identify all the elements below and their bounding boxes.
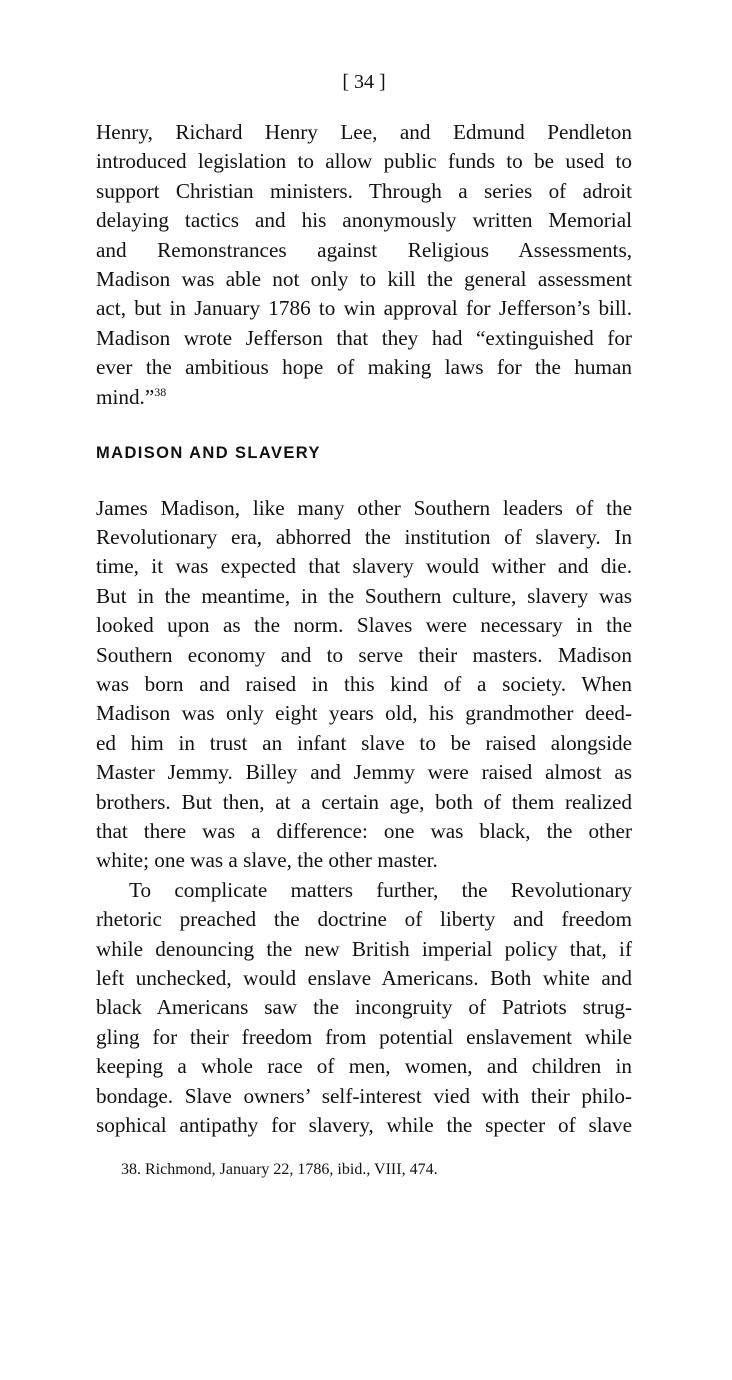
text-line-with-note (96, 383, 632, 412)
paragraph-slavery-intro (96, 494, 632, 876)
text-line: Master Jemmy. Billey and Jemmy were raised almost as (96, 760, 632, 785)
text-line: time, it was expected that slavery would wither and die. (96, 554, 632, 579)
text-line: James Madison, like many other Southern leaders of the (96, 495, 632, 520)
text-line: that there was a difference: one was black, the other (96, 819, 632, 844)
paragraph-revolutionary-rhetoric (96, 876, 632, 1141)
text-line: But in the meantime, in the Southern culture, slavery was (96, 583, 632, 608)
footnote-reference: 38 (154, 384, 167, 399)
text-line: act, but in January 1786 to win approval for Jefferson’s bill. (96, 296, 632, 321)
text-line: keeping a whole race of men, women, and children in (96, 1054, 632, 1079)
text-line: white; one was a slave, the other master. (96, 848, 438, 873)
text-line: ever the ambitious hope of making laws for the human (96, 355, 632, 380)
text-line: rhetoric preached the doctrine of liberty and freedom (96, 907, 632, 932)
text-line: Madison wrote Jefferson that they had “extinguished for (96, 325, 632, 350)
text-line: Henry, Richard Henry Lee, and Edmund Pendleton (96, 120, 632, 144)
text-line: Revolutionary era, abhorred the institution of slavery. In (96, 524, 632, 549)
text-line: Madison was able not only to kill the general assessment (96, 267, 632, 292)
text-line: bondage. Slave owners’ self-interest vied with their philo- (96, 1083, 632, 1108)
text-line: while denouncing the new British imperial policy that, if (96, 936, 632, 961)
footnote: 38. Richmond, January 22, 1786, ibid., VIII, 474. (121, 1160, 438, 1178)
text-line: ed him in trust an infant slave to be raised alongside (96, 730, 632, 755)
book-page (96, 72, 632, 1179)
text-line: looked upon as the norm. Slaves were necessary in the (96, 613, 632, 638)
text-line: brothers. But then, at a certain age, both of them realized (96, 789, 632, 814)
text-line: Madison was only eight years old, his grandmother deed- (96, 701, 632, 726)
text-line: support Christian ministers. Through a series of adroit (96, 178, 632, 203)
text-line: was born and raised in this kind of a society. When (96, 672, 632, 696)
text-line: gling for their freedom from potential enslavement while (96, 1024, 632, 1049)
text-line: mind.” (96, 384, 155, 409)
text-line: sophical antipathy for slavery, while the specter of slave (96, 1113, 632, 1138)
text-line: introduced legislation to allow public funds to be used to (96, 149, 632, 174)
paragraph-establishment (96, 118, 632, 412)
text-line: and Remonstrances against Religious Assessments, (96, 237, 632, 262)
text-line: black Americans saw the incongruity of Patriots strug- (96, 995, 632, 1020)
text-line: delaying tactics and his anonymously written Memorial (96, 208, 632, 233)
section-heading: MADISON AND SLAVERY (96, 444, 321, 463)
text-line: To complicate matters further, the Revolutionary (129, 877, 632, 902)
text-line: Southern economy and to serve their masters. Madison (96, 642, 632, 667)
page-number: [ 34 ] (342, 71, 386, 93)
text-line: left unchecked, would enslave Americans. Both white and (96, 966, 632, 991)
